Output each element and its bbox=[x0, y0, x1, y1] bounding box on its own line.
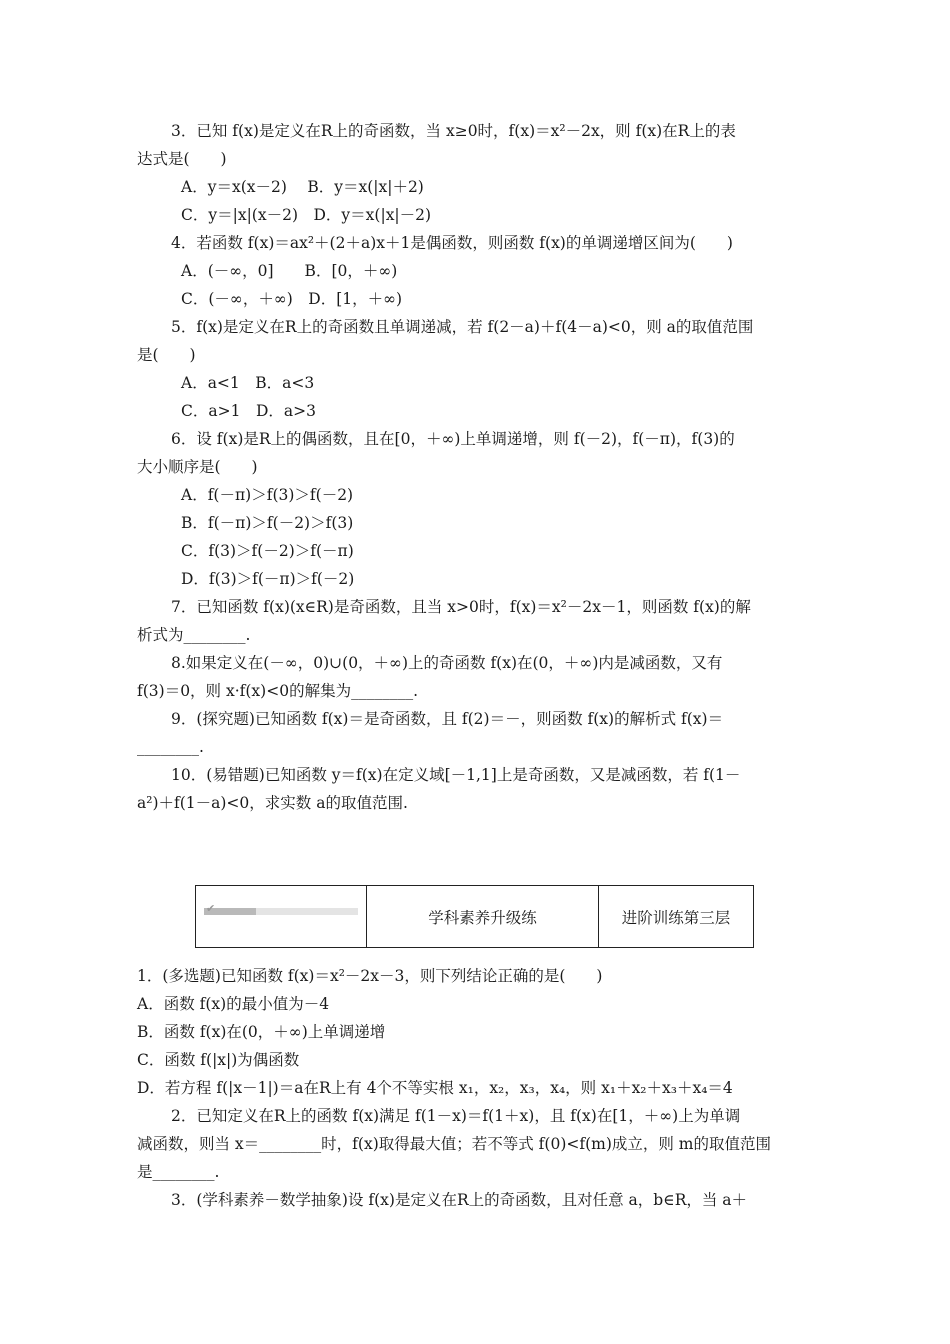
section-banner bbox=[195, 885, 754, 948]
check-icon: ✔ bbox=[206, 902, 216, 915]
text-line: 2．已知定义在R上的函数 f(x)满足 f(1－x)＝f(1＋x)，且 f(x)在[1，＋∞)上为单调 bbox=[171, 1107, 741, 1125]
text-line: C．f(3)＞f(－2)＞f(－π) bbox=[181, 542, 354, 560]
text-line: B．函数 f(x)在(0，＋∞)上单调递增 bbox=[137, 1023, 386, 1041]
text-line: a²)＋f(1－a)<0，求实数 a的取值范围. bbox=[137, 794, 408, 812]
text-line: 10．(易错题)已知函数 y＝f(x)在定义域[－1,1]上是奇函数，又是减函数，若 f(1－ bbox=[171, 766, 741, 784]
text-line: f(3)＝0，则 x·f(x)<0的解集为________. bbox=[137, 682, 418, 700]
text-line: 5．f(x)是定义在R上的奇函数且单调递减，若 f(2－a)＋f(4－a)<0，则 a的取值范围 bbox=[171, 318, 754, 336]
text-line: A．f(－π)＞f(3)＞f(－2) bbox=[181, 486, 354, 504]
text-line: A．函数 f(x)的最小值为－4 bbox=[137, 995, 330, 1013]
text-line: D．若方程 f(|x－1|)＝a在R上有 4个不等实根 x₁，x₂，x₃，x₄，则 x₁＋x₂＋x₃＋x₄＝4 bbox=[137, 1079, 733, 1097]
banner-title: 学科素养升级练 bbox=[367, 886, 599, 947]
text-line: C．函数 f(|x|)为偶函数 bbox=[137, 1051, 300, 1069]
text-line: 减函数，则当 x＝________时，f(x)取得最大值；若不等式 f(0)<f(m)成立，则 m的取值范围 bbox=[137, 1135, 772, 1153]
text-line: C．(－∞，＋∞) D．[1，＋∞) bbox=[181, 290, 403, 308]
text-line: A．a<1 B．a<3 bbox=[181, 374, 315, 392]
text-line: A．(－∞，0] B．[0，＋∞) bbox=[181, 262, 398, 280]
text-line: C．y＝|x|(x－2) D．y＝x(|x|－2) bbox=[181, 206, 432, 224]
progress-cell bbox=[196, 886, 367, 947]
text-line: 1．(多选题)已知函数 f(x)＝x²－2x－3，则下列结论正确的是( ) bbox=[137, 967, 603, 985]
text-line: 是________. bbox=[137, 1163, 220, 1181]
text-line: 3．已知 f(x)是定义在R上的奇函数，当 x≥0时，f(x)＝x²－2x，则 f(x)在R上的表 bbox=[171, 122, 736, 140]
text-line: 是( ) bbox=[137, 346, 196, 364]
text-line: 3．(学科素养－数学抽象)设 f(x)是定义在R上的奇函数，且对任意 a，b∈R，当 a＋ bbox=[171, 1191, 748, 1209]
text-line: 6．设 f(x)是R上的偶函数，且在[0，＋∞)上单调递增，则 f(－2)，f(－π)，f(3)的 bbox=[171, 430, 735, 448]
text-line: 达式是( ) bbox=[137, 150, 227, 168]
text-line: ________. bbox=[137, 738, 204, 756]
text-line: B．f(－π)＞f(－2)＞f(3) bbox=[181, 514, 354, 532]
banner-level: 进阶训练第三层 bbox=[621, 908, 731, 927]
text-line: C．a>1 D．a>3 bbox=[181, 402, 316, 420]
text-line: 8.如果定义在(－∞，0)∪(0，＋∞)上的奇函数 f(x)在(0，＋∞)内是减函数，又有 bbox=[171, 654, 723, 672]
text-line: 析式为________. bbox=[137, 626, 251, 644]
text-line: 大小顺序是( ) bbox=[137, 458, 258, 476]
text-line: D．f(3)＞f(－π)＞f(－2) bbox=[181, 570, 355, 588]
text-line: 4．若函数 f(x)＝ax²＋(2＋a)x＋1是偶函数，则函数 f(x)的单调递增区间为( ) bbox=[171, 234, 733, 252]
text-line: 7．已知函数 f(x)(x∈R)是奇函数，且当 x>0时，f(x)＝x²－2x－1，则函数 f(x)的解 bbox=[171, 598, 751, 616]
text-line: A．y＝x(x－2) B．y＝x(|x|＋2) bbox=[181, 178, 424, 196]
progress-bar bbox=[204, 908, 358, 915]
text-line: 9．(探究题)已知函数 f(x)＝是奇函数，且 f(2)＝－，则函数 f(x)的解析式 f(x)＝ bbox=[171, 710, 724, 728]
